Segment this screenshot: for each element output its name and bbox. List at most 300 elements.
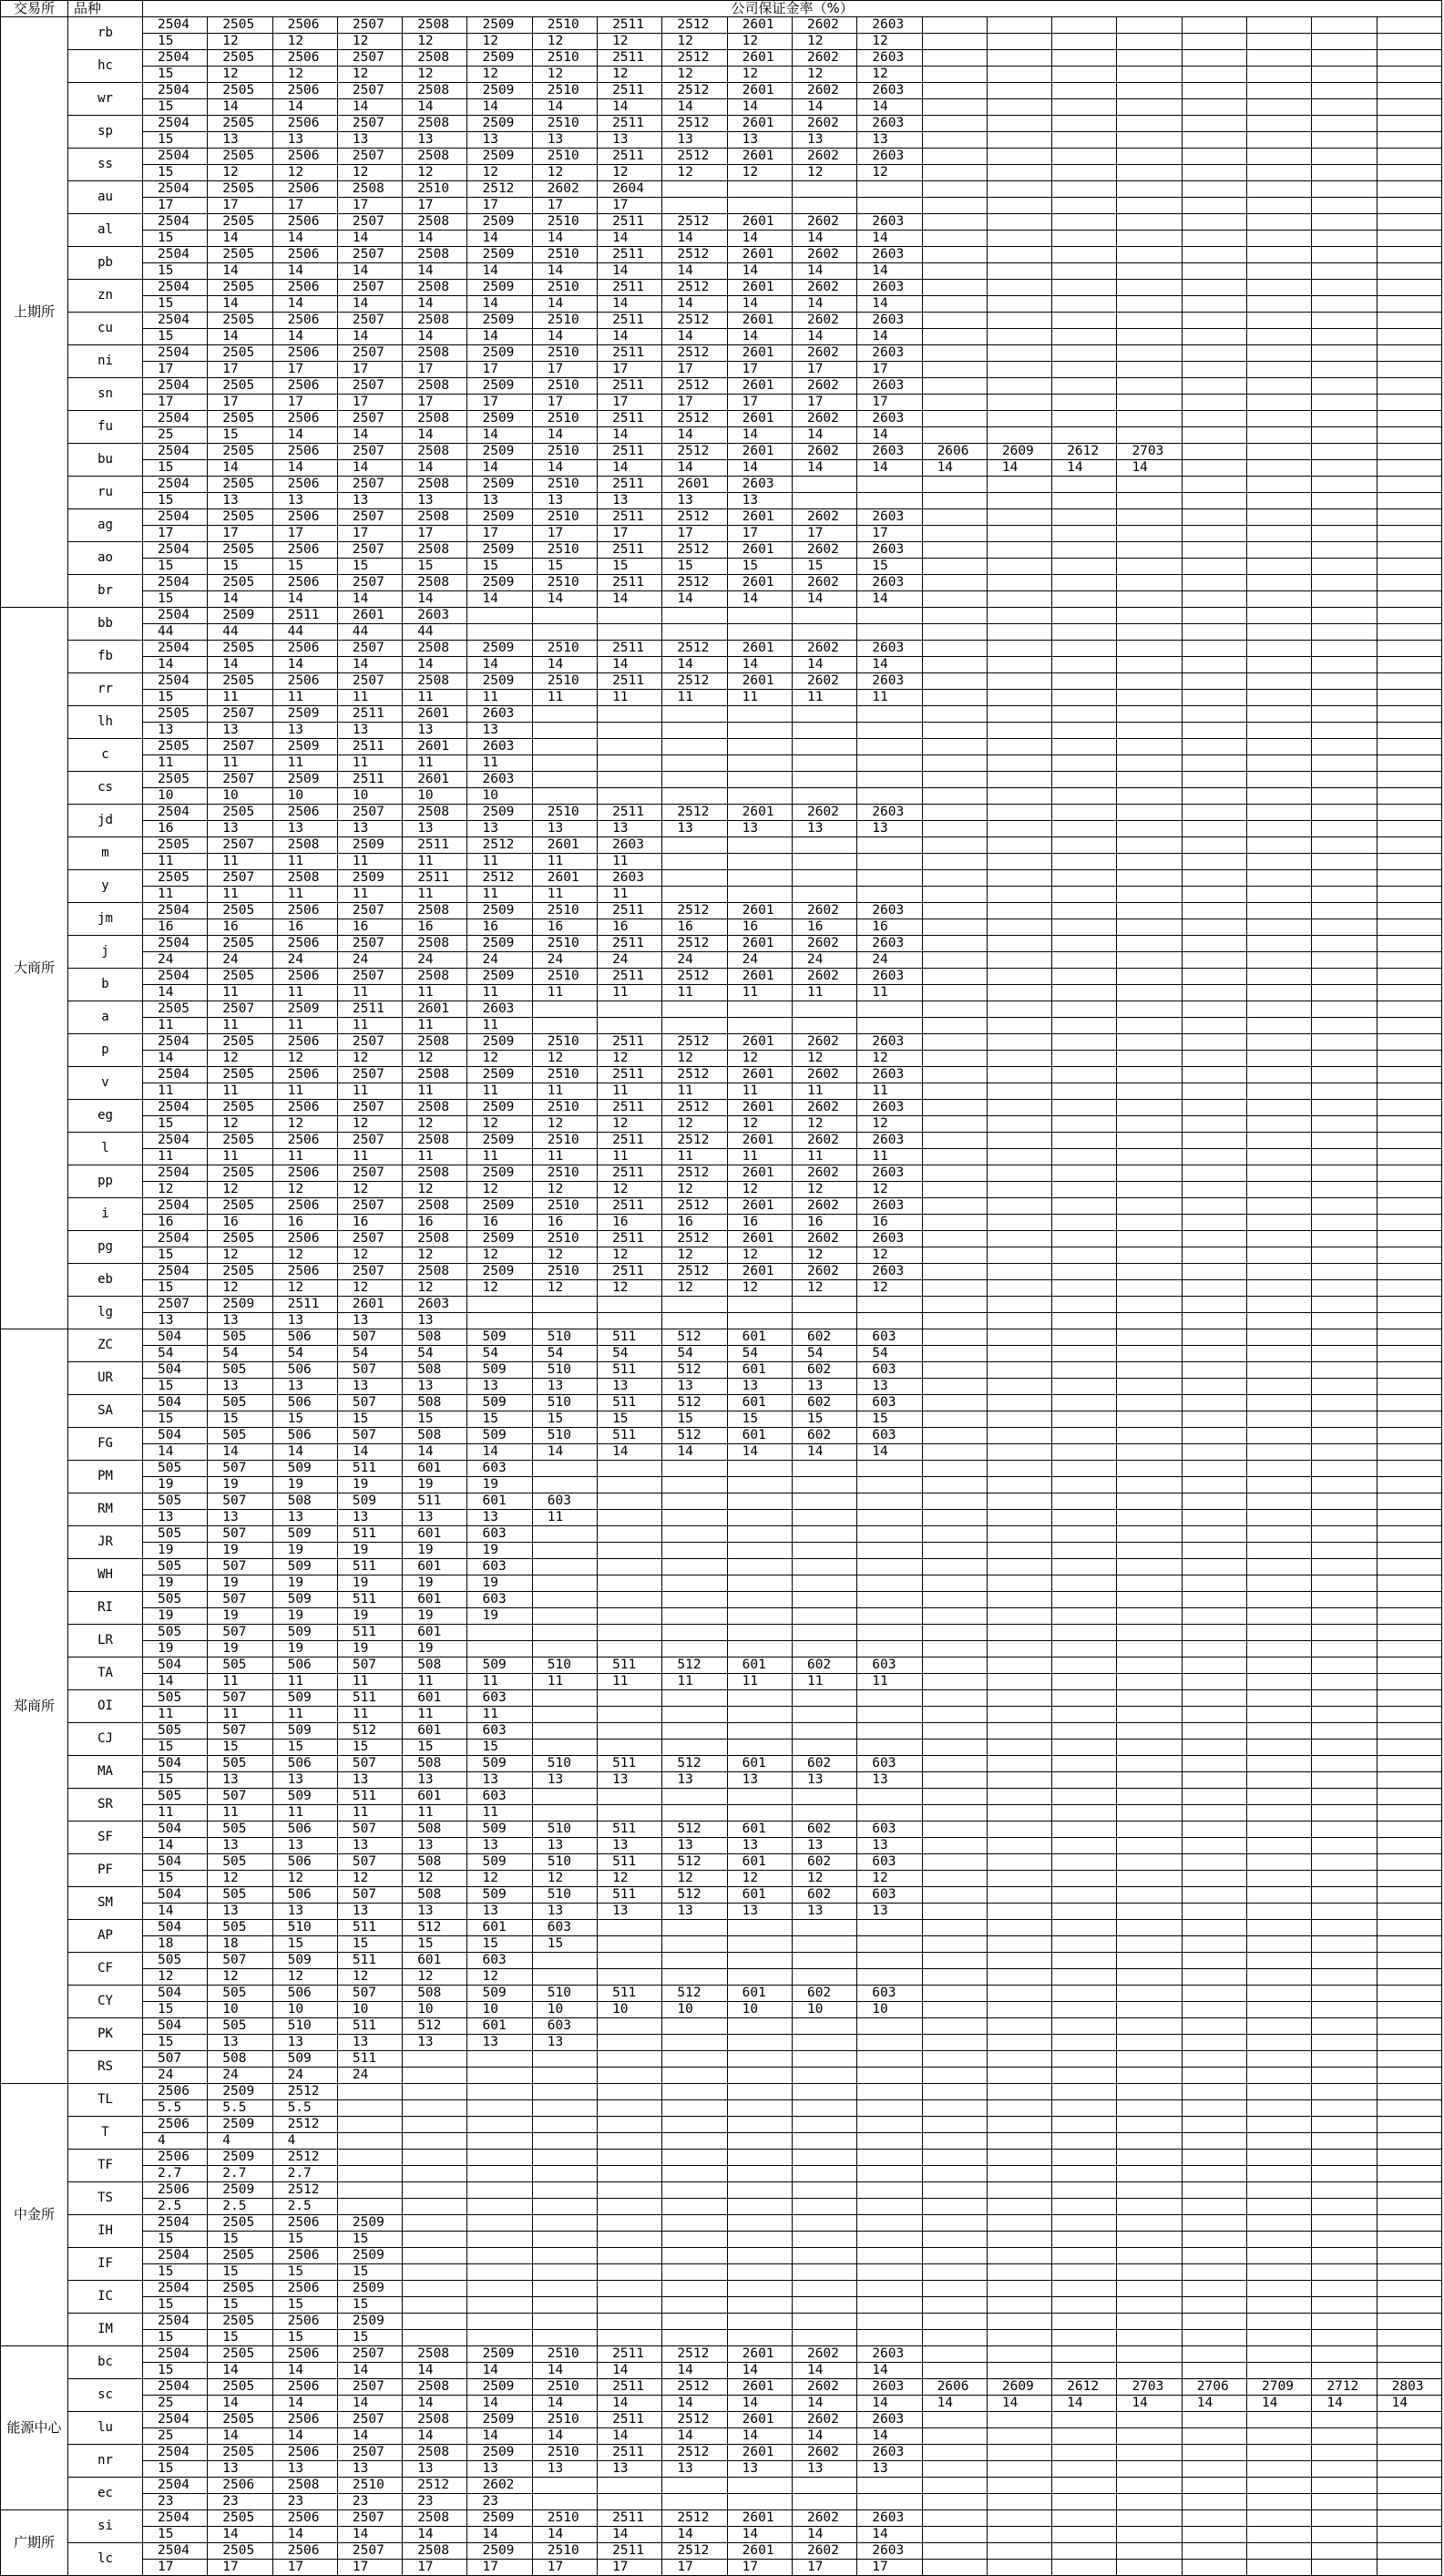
contract-month: 2506 [272,2445,337,2461]
contract-month: 2511 [598,1034,662,1051]
margin-rate: 13 [857,1379,922,1395]
empty-cell [922,1904,987,1920]
contract-month: 512 [662,1395,727,1411]
contract-month: 2510 [337,2478,402,2494]
empty-cell [532,1641,597,1657]
empty-cell [1377,1149,1442,1165]
margin-rate: 14 [208,591,272,608]
contract-month: 2606 [922,444,987,460]
margin-rate: 13 [143,723,208,739]
contract-month: 509 [272,1461,337,1477]
product-symbol: b [68,969,143,1001]
contract-month: 2505 [208,2510,272,2527]
empty-cell [792,1690,856,1707]
empty-cell [1182,2363,1246,2379]
empty-cell [1312,887,1377,903]
margin-rate: 16 [272,1215,337,1231]
contract-month: 507 [208,1559,272,1575]
empty-cell [1247,149,1312,165]
empty-cell [857,1723,922,1740]
empty-cell [922,2314,987,2330]
empty-cell [1247,477,1312,493]
empty-cell [1052,821,1117,837]
empty-cell [1312,969,1377,985]
margin-rate: 15 [208,2297,272,2314]
margin-rate: 24 [337,2068,402,2084]
contract-month: 2511 [598,83,662,99]
empty-cell [1312,165,1377,181]
contract-month: 512 [662,1329,727,1346]
margin-rate: 12 [208,165,272,181]
contract-month: 2512 [662,1034,727,1051]
empty-cell [1312,542,1377,559]
contract-month: 2512 [272,2182,337,2199]
contract-month: 603 [857,1756,922,1772]
product-symbol: fu [68,411,143,444]
empty-cell [1247,2100,1312,2117]
contract-month: 2512 [662,2543,727,2560]
margin-rate: 13 [598,132,662,149]
empty-cell [1052,1149,1117,1165]
empty-cell [662,2150,727,2166]
empty-cell [1247,1707,1312,1723]
margin-rate: 15 [727,559,792,575]
contract-month: 603 [857,1362,922,1379]
contract-month: 2511 [598,936,662,952]
product-symbol: eb [68,1264,143,1297]
contract-month: 505 [208,1657,272,1674]
contract-row [1,1231,1442,1247]
margin-rate: 14 [857,329,922,345]
contract-month: 2602 [792,444,856,460]
contract-month: 2505 [208,83,272,99]
empty-cell [1052,1559,1117,1575]
empty-cell [1117,2100,1182,2117]
margin-rate: 12 [208,67,272,83]
margin-rate: 13 [337,723,402,739]
margin-rate: 17 [272,2560,337,2576]
empty-cell [1377,509,1442,526]
empty-cell [662,2182,727,2199]
empty-cell [598,1575,662,1592]
margin-rate: 54 [467,1346,532,1362]
empty-cell [1247,1920,1312,1936]
empty-cell [1377,1067,1442,1083]
contract-month: 511 [598,1362,662,1379]
contract-month: 2508 [403,313,467,329]
margin-rate: 19 [337,1543,402,1559]
empty-cell [922,788,987,805]
empty-cell [1052,2363,1117,2379]
margin-rate: 12 [792,1247,856,1264]
margin-rate: 15 [208,2330,272,2346]
empty-cell [1052,1083,1117,1100]
empty-cell [1377,673,1442,690]
empty-cell [1182,231,1246,247]
empty-cell [1182,2051,1246,2068]
contract-row [1,1854,1442,1871]
empty-cell [1117,1854,1182,1871]
empty-cell [1052,2281,1117,2297]
margin-rate: 11 [337,854,402,870]
empty-cell [1312,854,1377,870]
margin-rate: 19 [337,1641,402,1657]
empty-cell [1377,1018,1442,1034]
empty-cell [1117,2199,1182,2215]
empty-cell [1052,1904,1117,1920]
empty-cell [987,821,1051,837]
contract-month: 2507 [337,1165,402,1182]
empty-cell [1052,2297,1117,2314]
margin-rate: 17 [403,362,467,378]
contract-row [1,1067,1442,1083]
empty-cell [1182,2199,1246,2215]
contract-month: 603 [467,1953,532,1969]
contract-month: 2506 [272,509,337,526]
empty-cell [792,2199,856,2215]
margin-rate: 13 [662,1838,727,1854]
contract-month: 2512 [662,2379,727,2396]
contract-month: 2505 [208,2248,272,2264]
contract-month: 2511 [598,2346,662,2363]
contract-month: 2601 [727,17,792,34]
empty-cell [1312,2084,1377,2100]
contract-month: 2510 [532,345,597,362]
header-row [1,1,1442,17]
product-symbol: RM [68,1493,143,1526]
margin-rate: 17 [272,198,337,214]
empty-cell [1312,1854,1377,1871]
empty-cell [727,2084,792,2100]
contract-month: 511 [337,2018,402,2035]
margin-rate: 14 [467,591,532,608]
empty-cell [1117,1297,1182,1313]
margin-rate: 11 [403,1018,467,1034]
empty-cell [1052,870,1117,887]
margin-rate: 19 [403,1608,467,1625]
margin-rate: 11 [792,1674,856,1690]
margin-rate: 11 [337,985,402,1001]
empty-cell [857,2297,922,2314]
contract-month: 2506 [272,542,337,559]
empty-cell [922,591,987,608]
empty-cell [1377,723,1442,739]
empty-cell [1312,181,1377,198]
empty-cell [403,2330,467,2346]
empty-cell [1377,608,1442,624]
empty-cell [922,149,987,165]
empty-cell [1117,591,1182,608]
margin-rate: 16 [727,919,792,936]
empty-cell [598,2133,662,2150]
empty-cell [662,1805,727,1822]
contract-month: 511 [598,1887,662,1904]
margin-rate: 12 [857,1051,922,1067]
empty-cell [532,2232,597,2248]
empty-cell [857,2182,922,2199]
margin-rate: 23 [208,2494,272,2510]
contract-month: 2507 [337,509,402,526]
contract-row [1,1526,1442,1543]
margin-rate: 12 [272,165,337,181]
margin-rate: 14 [727,329,792,345]
contract-month: 603 [857,1887,922,1904]
empty-cell [1052,952,1117,969]
empty-cell [1117,542,1182,559]
empty-cell [1312,1920,1377,1936]
empty-cell [1377,2346,1442,2363]
contract-month: 2511 [337,772,402,788]
empty-cell [1182,83,1246,99]
exchange-name: 郑商所 [1,1329,68,2084]
empty-cell [792,2281,856,2297]
margin-rate: 15 [598,1411,662,1428]
empty-cell [1377,1165,1442,1182]
contract-month: 2511 [598,542,662,559]
contract-month: 2505 [208,214,272,231]
empty-cell [532,739,597,755]
product-symbol: TA [68,1657,143,1690]
empty-cell [987,1805,1051,1822]
margin-rate: 14 [208,2428,272,2445]
empty-cell [532,2478,597,2494]
empty-cell [987,575,1051,591]
rate-row [1,1083,1442,1100]
empty-cell [1312,2232,1377,2248]
empty-cell [922,395,987,411]
empty-cell [987,2232,1051,2248]
empty-cell [922,772,987,788]
empty-cell [403,2281,467,2297]
margin-rate: 14 [792,2363,856,2379]
empty-cell [857,887,922,903]
empty-cell [922,2297,987,2314]
empty-cell [987,755,1051,772]
empty-cell [1247,34,1312,50]
margin-rate: 14 [987,2396,1051,2412]
contract-month: 511 [337,1526,402,1543]
empty-cell [922,952,987,969]
rate-row [1,1018,1442,1034]
product-symbol: m [68,837,143,870]
empty-cell [987,887,1051,903]
empty-cell [1377,772,1442,788]
empty-cell [987,903,1051,919]
empty-cell [662,1953,727,1969]
margin-rate: 11 [598,985,662,1001]
empty-cell [1377,2068,1442,2084]
empty-cell [857,2100,922,2117]
empty-cell [467,1641,532,1657]
contract-month: 601 [403,1559,467,1575]
empty-cell [532,1625,597,1641]
margin-rate: 13 [532,493,597,509]
margin-rate: 13 [337,1904,402,1920]
empty-cell [922,2461,987,2478]
margin-rate: 12 [337,1247,402,1264]
empty-cell [987,2264,1051,2281]
empty-cell [922,296,987,313]
margin-rate: 11 [208,1083,272,1100]
empty-cell [1117,1608,1182,1625]
empty-cell [922,83,987,99]
margin-rate: 13 [208,1313,272,1329]
empty-cell [1247,345,1312,362]
contract-month: 2511 [598,17,662,34]
empty-cell [1312,1182,1377,1198]
empty-cell [1117,411,1182,427]
contract-month: 2510 [532,411,597,427]
empty-cell [1247,1215,1312,1231]
empty-cell [662,2117,727,2133]
margin-rate: 12 [727,1116,792,1133]
empty-cell [598,1493,662,1510]
contract-row [1,509,1442,526]
rate-row [1,1772,1442,1789]
margin-rate: 12 [792,1280,856,1297]
empty-cell [1052,2428,1117,2445]
empty-cell [857,2018,922,2035]
empty-cell [727,2478,792,2494]
contract-month: 2601 [727,116,792,132]
empty-cell [1182,2346,1246,2363]
contract-month: 2510 [532,2445,597,2461]
contract-row [1,772,1442,788]
rate-row [1,1674,1442,1690]
empty-cell [987,1247,1051,1264]
margin-rate: 14 [208,2527,272,2543]
empty-cell [792,2133,856,2150]
empty-cell [1052,313,1117,329]
contract-month: 2506 [272,805,337,821]
empty-cell [1247,1198,1312,1215]
margin-rate: 14 [272,657,337,673]
empty-cell [1247,296,1312,313]
empty-cell [1312,706,1377,723]
empty-cell [1117,1018,1182,1034]
empty-cell [1312,575,1377,591]
contract-month: 2603 [857,2543,922,2560]
margin-rate: 14 [208,329,272,345]
empty-cell [987,2199,1051,2215]
empty-cell [922,2150,987,2166]
margin-rate: 15 [208,1740,272,1756]
contract-month: 602 [792,1986,856,2002]
margin-rate: 14 [532,99,597,116]
empty-cell [598,1592,662,1608]
margin-rate: 14 [272,591,337,608]
rate-row [1,624,1442,641]
contract-month: 2507 [337,280,402,296]
contract-month: 2505 [208,2281,272,2297]
margin-rate: 14 [857,2363,922,2379]
empty-cell [467,2330,532,2346]
margin-rate: 16 [857,1215,922,1231]
empty-cell [598,2314,662,2330]
contract-month: 2511 [403,870,467,887]
empty-cell [1377,641,1442,657]
contract-month: 2505 [208,477,272,493]
margin-rate: 44 [272,624,337,641]
empty-cell [792,198,856,214]
product-symbol: AP [68,1920,143,1953]
margin-rate: 44 [337,624,402,641]
empty-cell [922,1986,987,2002]
margin-rate: 12 [467,34,532,50]
contract-month: 2510 [532,1100,597,1116]
empty-cell [1312,116,1377,132]
product-symbol: FG [68,1428,143,1461]
empty-cell [1247,411,1312,427]
empty-cell [922,313,987,329]
margin-rate: 10 [662,2002,727,2018]
empty-cell [1312,1280,1377,1297]
margin-rate: 17 [337,362,402,378]
contract-month: 504 [143,1986,208,2002]
contract-month: 2510 [532,247,597,263]
margin-rate: 13 [337,821,402,837]
margin-rate: 12 [272,34,337,50]
empty-cell [1312,1100,1377,1116]
empty-cell [1117,2166,1182,2182]
empty-cell [1247,116,1312,132]
empty-cell [1182,608,1246,624]
empty-cell [598,2051,662,2068]
empty-cell [467,2117,532,2133]
empty-cell [1182,2068,1246,2084]
empty-cell [1052,2002,1117,2018]
empty-cell [1182,1067,1246,1083]
margin-rate: 24 [208,2068,272,2084]
margin-rate: 12 [532,1182,597,1198]
empty-cell [598,2248,662,2264]
margin-rate: 11 [792,985,856,1001]
empty-cell [1052,1231,1117,1247]
empty-cell [1117,2232,1182,2248]
contract-month: 2510 [532,2379,597,2396]
empty-cell [1182,1395,1246,1411]
empty-cell [922,1083,987,1100]
empty-cell [922,1379,987,1395]
contract-month: 2509 [337,2248,402,2264]
empty-cell [1052,2215,1117,2232]
margin-rate: 12 [337,34,402,50]
contract-month: 2505 [208,641,272,657]
empty-cell [727,2018,792,2035]
empty-cell [1312,1411,1377,1428]
margin-rate: 14 [208,2363,272,2379]
empty-cell [1182,1707,1246,1723]
empty-cell [598,1543,662,1559]
contract-month: 2506 [272,1231,337,1247]
empty-cell [662,2330,727,2346]
contract-month: 2507 [337,969,402,985]
empty-cell [662,1018,727,1034]
empty-cell [987,1051,1051,1067]
margin-rate: 15 [272,1936,337,1953]
empty-cell [727,1789,792,1805]
empty-cell [1117,67,1182,83]
empty-cell [857,1969,922,1986]
contract-month: 509 [467,1854,532,1871]
empty-cell [1117,755,1182,772]
rate-row [1,1805,1442,1822]
margin-rate: 13 [598,493,662,509]
margin-rate: 15 [337,2232,402,2248]
empty-cell [987,1149,1051,1165]
rate-row [1,1247,1442,1264]
empty-cell [1182,2150,1246,2166]
